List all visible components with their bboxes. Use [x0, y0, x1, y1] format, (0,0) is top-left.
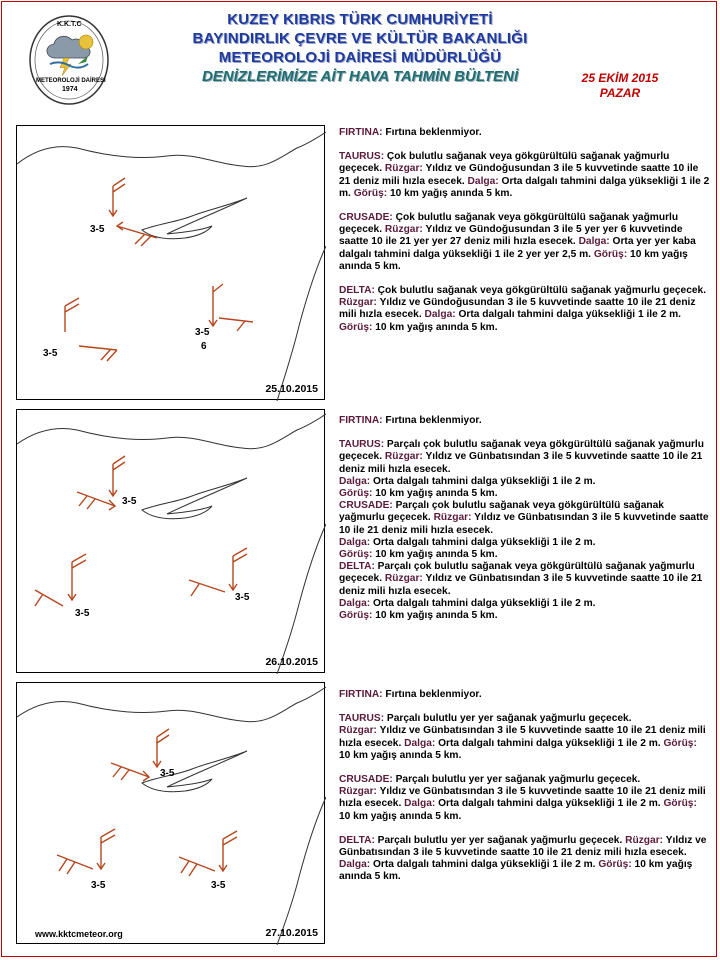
map-2-label-1: 3-5	[122, 496, 137, 507]
coastline-3	[17, 687, 326, 945]
delta-vis-key-1: Görüş:	[339, 321, 373, 333]
storm-value-2: Fırtına beklenmiyor.	[382, 415, 482, 426]
delta-wind-2: Yıldız ve Günbatısından 3 ile 5 kuvvetinde saatte 10 ile 21 deniz mili hızla esecek.	[339, 573, 703, 597]
map-1-label-3: 6	[201, 341, 207, 352]
taurus-wind-2: Yıldız ve Günbatısından 3 ile 5 kuvvetinde saatte 10 ile 21 deniz mili hızla esecek.	[339, 451, 703, 475]
crusade-desc-2: Parçalı çok bulutlu sağanak veya gökgürültülü sağanak yağmurlu geçecek.	[339, 500, 664, 524]
delta-vis-1: 10 km yağış anında 5 km.	[372, 321, 498, 333]
crusade-vis-key-1: Görüş:	[593, 248, 628, 260]
delta-desc-2: Parçalı çok bulutlu sağanak veya gökgürültülü sağanak yağmurlu geçecek.	[339, 561, 695, 585]
delta-key-1: DELTA:	[339, 285, 375, 297]
taurus-key-1: TAURUS:	[339, 151, 385, 163]
delta-vis-3: 10 km yağış anında 5 km.	[339, 859, 693, 883]
logo-top-text: K.K.T.C	[57, 21, 82, 28]
delta-vis-key-3: Görüş:	[598, 859, 632, 871]
delta-vis-2: 10 km yağış anında 5 km.	[372, 610, 498, 622]
taurus-vis-key-3: Görüş:	[663, 737, 697, 749]
forecast-map-2	[16, 409, 325, 673]
map-1-label-2: 3-5	[195, 327, 210, 338]
crusade-wave-2: Orta dalgalı tahmini dalga yüksekliği 1 ile 2 m.	[370, 536, 596, 548]
coastline-1	[17, 132, 326, 401]
crusade-key-1: CRUSADE:	[339, 212, 393, 224]
header-line-2: BAYINDIRLIK ÇEVRE VE KÜLTÜR BAKANLIĞI	[192, 30, 528, 47]
crusade-wind-key-1: Rüzgar:	[384, 224, 423, 236]
crusade-vis-3: 10 km yağış anında 5 km.	[339, 810, 462, 822]
forecast-map-1	[16, 125, 325, 400]
taurus-desc-1: Çok bulutlu sağanak veya gökgürültülü sağanak yağmurlu geçecek.	[339, 151, 670, 175]
taurus-key-3: TAURUS:	[339, 713, 385, 725]
coastline-2	[17, 414, 326, 674]
taurus-desc-3: Parçalı bulutlu yer yer sağanak yağmurlu geçecek.	[384, 713, 632, 725]
bulletin-weekday: PAZAR	[599, 86, 641, 100]
map-1-label-1: 3-5	[90, 224, 105, 235]
crusade-wind-key-3: Rüzgar:	[339, 786, 377, 798]
bulletin-title: DENİZLERİMİZE AİT HAVA TAHMİN BÜLTENİ	[201, 68, 519, 85]
forecast-text-3	[339, 689, 711, 884]
map-3-graphic	[17, 683, 326, 945]
taurus-vis-1: 10 km yağış anında 5 km.	[387, 187, 513, 199]
taurus-desc-2: Parçalı çok bulutlu sağanak veya gökgürültülü sağanak yağmurlu geçecek.	[339, 439, 704, 463]
taurus-wave-1: Orta dalgalı tahmini dalga yüksekliği 1 ile 2 m.	[339, 175, 710, 199]
crusade-wave-key-1: Dalga:	[578, 236, 610, 248]
crusade-wave-key-3: Dalga:	[404, 798, 436, 810]
map-2-graphic	[17, 410, 326, 674]
delta-wind-1: Yıldız ve Gündoğusundan 3 ile 5 kuvvetinde saatte 10 ile 21 deniz mili hızla esecek.	[339, 297, 696, 321]
crusade-wind-key-2: Rüzgar:	[433, 512, 472, 524]
delta-key-3: DELTA:	[339, 834, 375, 846]
crusade-wind-3: Yıldız ve Günbatısından 3 ile 5 kuvvetinde saatte 10 ile 21 deniz mili hızla esecek.	[339, 786, 706, 810]
crusade-desc-3: Parçalı bulutlu yer yer sağanak yağmurlu geçecek.	[392, 774, 641, 786]
storm-key-2: FIRTINA:	[339, 415, 383, 426]
forecast-text-2	[339, 415, 711, 622]
crusade-vis-2: 10 km yağış anında 5 km.	[372, 549, 498, 561]
taurus-wave-key-3: Dalga:	[404, 737, 436, 749]
taurus-vis-key-1: Görüş:	[353, 187, 388, 199]
map-2-label-3: 3-5	[235, 592, 250, 603]
delta-wave-key-2: Dalga:	[339, 597, 371, 609]
delta-desc-3: Parçalı bulutlu yer yer sağanak yağmurlu geçecek.	[374, 834, 626, 846]
logo-year: 1974	[62, 86, 78, 93]
map-1-label-4: 3-5	[43, 348, 58, 359]
map-2-date: 26.10.2015	[265, 656, 318, 668]
storm-value-1: Fırtına beklenmiyor.	[382, 127, 482, 138]
delta-wave-1: Orta dalgalı tahmini dalga yüksekliği 1 ile 2 m.	[455, 309, 681, 321]
taurus-vis-2: 10 km yağış anında 5 km.	[372, 488, 498, 500]
taurus-wave-2: Orta dalgalı tahmini dalga yüksekliği 1 ile 2 m.	[370, 475, 596, 487]
crusade-vis-key-2: Görüş:	[339, 549, 373, 561]
taurus-wind-3: Yıldız ve Günbatısından 3 ile 5 kuvvetinde saatte 10 ile 21 deniz mili hızla esecek.	[339, 725, 706, 749]
map-1-date: 25.10.2015	[265, 383, 318, 395]
crusade-desc-1: Çok bulutlu sağanak veya gökgürültülü sağanak yağmurlu geçecek.	[339, 212, 679, 236]
taurus-wave-key-1: Dalga:	[467, 175, 499, 187]
delta-wave-3: Orta dalgalı tahmini dalga yüksekliği 1 ile 2 m.	[370, 859, 599, 871]
forecast-text-1	[339, 127, 711, 334]
crusade-key-3: CRUSADE:	[339, 774, 393, 786]
taurus-wind-key-1: Rüzgar:	[384, 163, 423, 175]
map-2-label-2: 3-5	[75, 608, 90, 619]
delta-wind-key-3: Rüzgar:	[625, 834, 664, 846]
crusade-wind-2: Yıldız ve Günbatısından 3 ile 5 kuvvetinde saatte 10 ile 21 deniz mili hızla esecek.	[339, 512, 709, 536]
delta-vis-key-2: Görüş:	[339, 610, 373, 622]
map-3-label-2: 3-5	[91, 880, 106, 891]
delta-wave-key-1: Dalga:	[424, 309, 456, 321]
taurus-wind-key-2: Rüzgar:	[384, 451, 423, 463]
logo-bottom-text: METEOROLOJİ DAİRESİ	[36, 78, 106, 84]
header-line-3: METEOROLOJİ DAİRESİ MÜDÜRLÜĞÜ	[218, 49, 502, 66]
delta-key-2: DELTA:	[339, 561, 375, 573]
wind-barbs-3	[57, 729, 237, 876]
delta-wave-2: Orta dalgalı tahmini dalga yüksekliği 1 ile 2 m.	[370, 597, 596, 609]
taurus-wind-1: Yıldız ve Gündoğusundan 3 ile 5 kuvvetinde saatte 10 ile 21 deniz mili hızla esecek.	[339, 163, 699, 187]
delta-wave-key-3: Dalga:	[339, 859, 371, 871]
forecast-map-3	[16, 682, 325, 944]
delta-wind-3: Yıldız ve Günbatısından 3 ile 5 kuvvetinde saatte 10 ile 21 deniz mili hızla esecek.	[339, 834, 707, 859]
map-3-date: 27.10.2015	[265, 927, 318, 939]
taurus-vis-key-2: Görüş:	[339, 488, 373, 500]
map-3-label-3: 3-5	[211, 880, 226, 891]
taurus-key-2: TAURUS:	[339, 439, 385, 451]
website-label: www.kktcmeteor.org	[35, 929, 123, 939]
storm-key-1: FIRTINA:	[339, 127, 383, 138]
delta-desc-1: Çok bulutlu sağanak veya gökgürültülü sağanak yağmurlu geçecek.	[374, 285, 707, 297]
header-line-1: KUZEY KIBRIS TÜRK CUMHURİYETİ	[227, 11, 493, 28]
taurus-vis-3: 10 km yağış anında 5 km.	[339, 749, 462, 761]
storm-key-3: FIRTINA:	[339, 689, 383, 700]
crusade-wave-1: Orta yer yer kaba dalgalı tahmini dalga yüksekliği 1 ile 2 yer yer 2,5 m.	[339, 236, 696, 260]
map-3-label-1: 3-5	[160, 768, 175, 779]
crusade-vis-1: 10 km yağış anında 5 km.	[339, 248, 688, 272]
crusade-wave-3: Orta dalgalı tahmini dalga yüksekliği 1 ile 2 m.	[435, 798, 664, 810]
taurus-wave-3: Orta dalgalı tahmini dalga yüksekliği 1 ile 2 m.	[435, 737, 664, 749]
map-1-graphic	[17, 126, 326, 401]
crusade-wind-1: Yıldız ve Gündoğusundan 3 ile 5 yer yer 6 kuvvetinde saatte 10 ile 21 yer yer 27 deniz mili hızla esecek.	[339, 224, 683, 248]
storm-value-3: Fırtına beklenmiyor.	[382, 689, 482, 700]
wind-barbs-2	[35, 456, 250, 606]
crusade-vis-key-3: Görüş:	[663, 798, 697, 810]
delta-wind-key-1: Rüzgar:	[339, 297, 377, 309]
bulletin-date: 25 EKİM 2015	[581, 71, 659, 85]
taurus-wave-key-2: Dalga:	[339, 475, 371, 487]
delta-wind-key-2: Rüzgar:	[384, 573, 423, 585]
crusade-wave-key-2: Dalga:	[339, 536, 371, 548]
crusade-key-2: CRUSADE:	[339, 500, 393, 512]
taurus-wind-key-3: Rüzgar:	[339, 725, 377, 737]
